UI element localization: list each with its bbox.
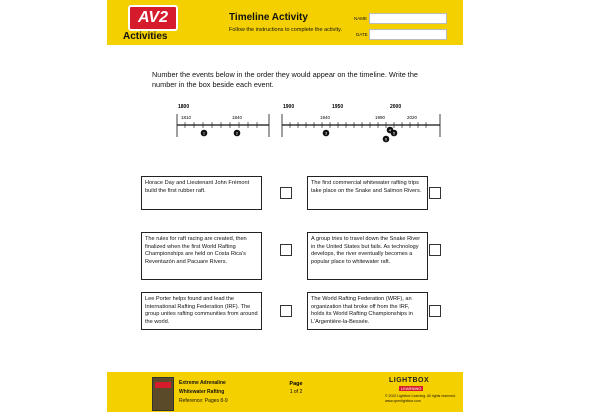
order-checkbox[interactable] — [280, 187, 292, 199]
lightbox-logo: LIGHTBOX — [389, 377, 430, 384]
activities-label: Activities — [123, 31, 168, 42]
copyright — [385, 394, 463, 404]
timeline-bottom-label: 1840 — [232, 115, 243, 120]
event-card: The World Rafting Federation (WRF), an organization that broke off from the IRF, holds its World Rafting Championships in L'Argentière-la-Bessée. — [307, 292, 428, 330]
page-subtitle: Follow the instructions to complete the activity. — [229, 27, 343, 33]
book-subtitle: Whitewater Rafting — [179, 389, 225, 395]
lightbox-learning-tag: LEARNING — [401, 386, 422, 391]
timeline-top-label: 1950 — [332, 104, 344, 110]
page-label: Page — [289, 381, 303, 387]
header-band — [107, 0, 463, 45]
order-checkbox[interactable] — [429, 187, 441, 199]
footer-band — [107, 372, 463, 412]
name-label: NAME — [354, 16, 368, 21]
order-checkbox[interactable] — [280, 305, 292, 317]
timeline-marker-number: 4 — [388, 127, 392, 133]
timeline-marker-number: 2 — [235, 130, 239, 136]
timeline — [174, 102, 446, 152]
timeline-top-label: 1900 — [283, 104, 295, 110]
instructions: Number the events below in the order they would appear on the timeline. Write the number in the box beside each event. — [152, 70, 418, 89]
timeline-bottom-label: 2020 — [407, 115, 418, 120]
timeline-top-label: 2000 — [390, 104, 402, 110]
event-card: A group tries to travel down the Snake River in the United States but fails. As technology develops, the river eventually becomes a popular place to whitewater raft. — [307, 232, 428, 280]
order-checkbox[interactable] — [429, 305, 441, 317]
event-card: Lee Porter helps found and lead the International Rafting Federation (IRF). The group unites rafting communities from around the world. — [141, 292, 262, 330]
reference-text: Reference: Pages 8-9 — [179, 398, 228, 404]
footer-url[interactable]: www.openlightbox.com — [385, 399, 421, 403]
order-checkbox[interactable] — [429, 244, 441, 256]
timeline-top-label: 1800 — [178, 104, 190, 110]
timeline-bottom-label: 1990 — [375, 115, 386, 120]
timeline-marker-number: 3 — [324, 130, 328, 136]
timeline-bottom-label: 1810 — [181, 115, 192, 120]
event-card: Horace Day and Lieutenant John Frémont build the first rubber raft. — [141, 176, 262, 210]
date-field[interactable] — [369, 29, 447, 40]
event-card: The first commercial whitewater rafting trips take place on the Snake and Salmon Rivers. — [307, 176, 428, 210]
av2-logo: AV2 — [128, 5, 178, 31]
name-field[interactable] — [369, 13, 447, 24]
date-label: DATE — [356, 32, 368, 37]
copyright-text: © 2022 Lightbox Learning. All rights reserved. — [385, 394, 456, 398]
event-card: The rules for raft racing are created, then finalized when the first World Rafting Championships are held on Costa Rica's Reventazón and Pacuare Rivers. — [141, 232, 262, 280]
timeline-marker-number: 5 — [392, 130, 396, 136]
timeline-marker-number: 6 — [384, 136, 388, 142]
timeline-marker-number: 1 — [202, 130, 206, 136]
page-number: 1 of 2 — [289, 389, 303, 395]
worksheet-page — [107, 0, 463, 412]
page-title: Timeline Activity — [229, 12, 308, 23]
book-title: Extreme Adrenaline — [179, 380, 226, 386]
order-checkbox[interactable] — [280, 244, 292, 256]
book-cover — [152, 377, 174, 411]
timeline-bottom-label: 1940 — [320, 115, 331, 120]
